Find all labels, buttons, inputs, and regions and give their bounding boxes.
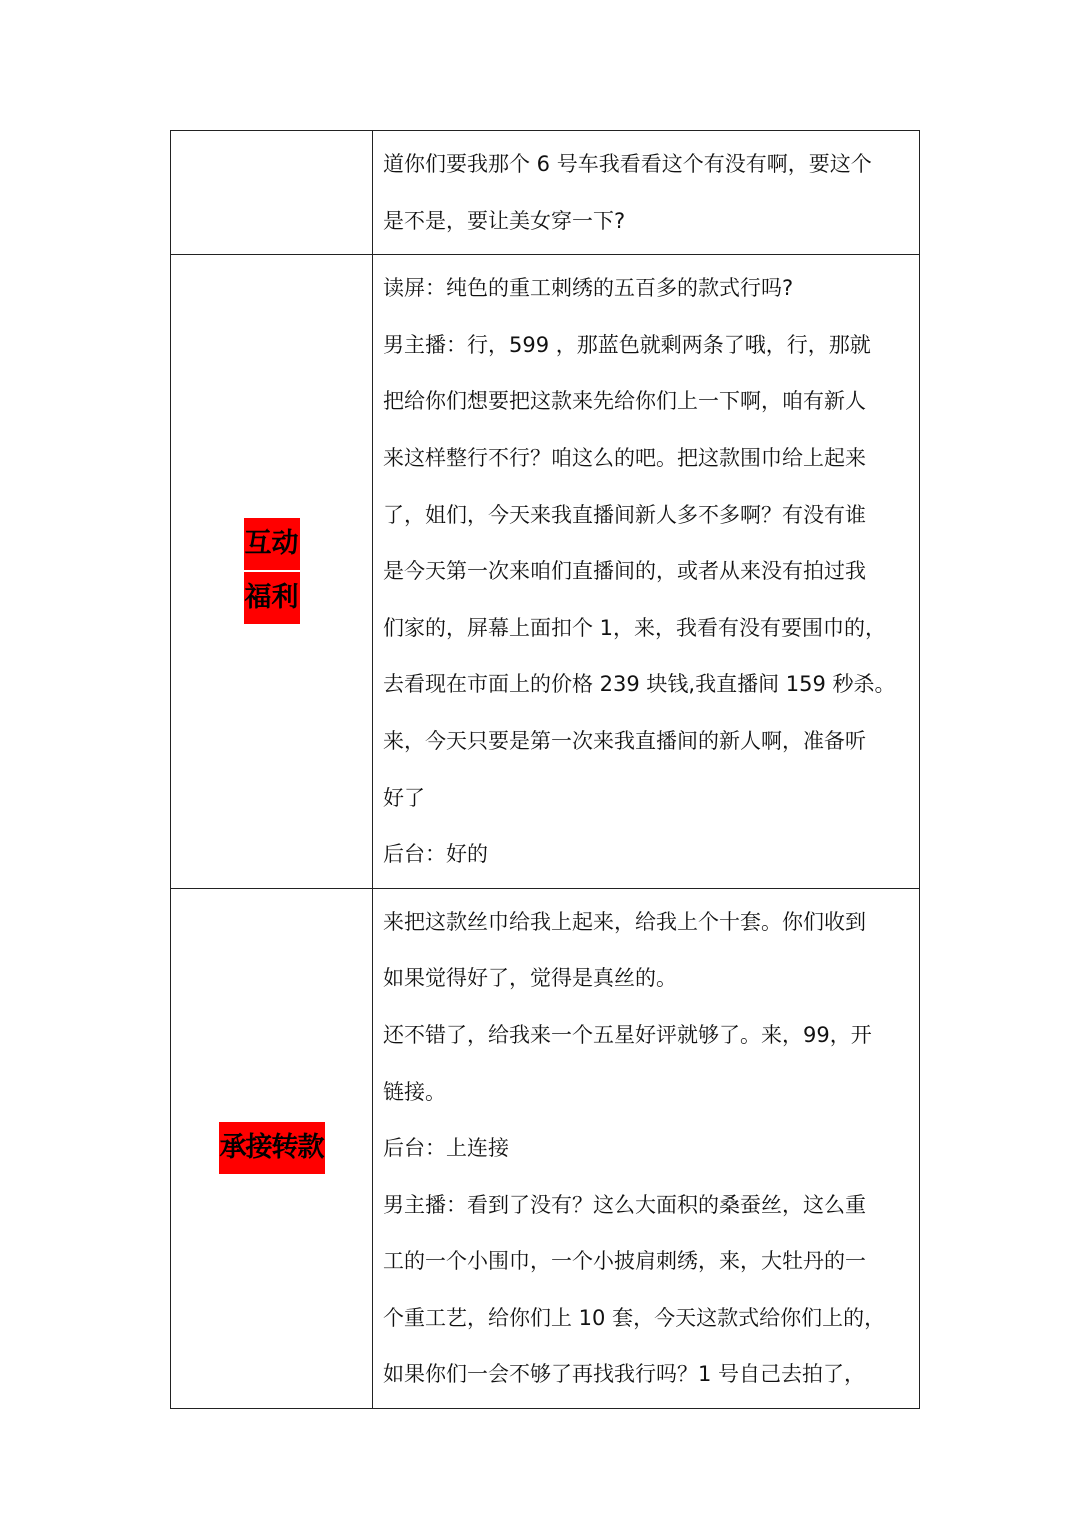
script-line: 如果觉得好了，觉得是真丝的。 xyxy=(383,966,677,991)
script-line: 好了 xyxy=(383,785,425,810)
table-row xyxy=(171,131,920,255)
script-line: 来把这款丝巾给我上起来，给我上个十套。你们收到 xyxy=(383,909,866,934)
script-line: 是不是，要让美女穿一下? xyxy=(383,208,626,233)
section-label-transition xyxy=(219,1120,325,1176)
script-line: 后台：好的 xyxy=(383,842,488,867)
script-line: 工的一个小围巾，一个小披肩刺绣，来，大牡丹的一 xyxy=(383,1249,866,1274)
script-content-cell xyxy=(373,888,920,1408)
section-label-tag: 互动 xyxy=(244,518,300,570)
section-label-interaction-benefit xyxy=(244,516,300,626)
script-line: 个重工艺，给你们上 10 套，今天这款式给你们上的， xyxy=(383,1305,886,1330)
table-row xyxy=(171,255,920,889)
script-line: 道你们要我那个 6 号车我看看这个有没有啊，要这个 xyxy=(383,152,872,176)
section-label-tag: 承接转款 xyxy=(219,1122,325,1174)
section-label-tag: 福利 xyxy=(244,572,300,624)
script-line: 来，今天只要是第一次来我直播间的新人啊，准备听 xyxy=(383,728,866,753)
table-row xyxy=(171,888,920,1408)
script-line: 链接。 xyxy=(383,1079,446,1104)
script-table xyxy=(170,130,920,1409)
script-line: 读屏：纯色的重工刺绣的五百多的款式行吗? xyxy=(383,276,794,301)
section-label-cell xyxy=(171,131,373,255)
section-label-cell xyxy=(171,888,373,1408)
script-content-cell xyxy=(373,255,920,889)
script-line: 了，姐们，今天来我直播间新人多不多啊？有没有谁 xyxy=(383,502,866,527)
script-line: 后台：上连接 xyxy=(383,1136,509,1161)
script-line: 还不错了，给我来一个五星好评就够了。来，99，开 xyxy=(383,1022,872,1047)
script-content-cell xyxy=(373,131,920,255)
script-line: 来这样整行不行？咱这么的吧。把这款围巾给上起来 xyxy=(383,445,866,470)
script-line: 把给你们想要把这款来先给你们上一下啊，咱有新人 xyxy=(383,389,866,414)
script-line: 们家的，屏幕上面扣个 1，来，我看有没有要围巾的， xyxy=(383,615,887,640)
section-label-cell xyxy=(171,255,373,889)
script-line: 男主播：看到了没有？这么大面积的桑蚕丝，这么重 xyxy=(383,1192,866,1217)
script-line: 男主播：行，599 ，那蓝色就剩两条了哦，行，那就 xyxy=(383,332,871,357)
script-line: 去看现在市面上的价格 239 块钱,我直播间 159 秒杀。 xyxy=(383,672,896,697)
script-line: 如果你们一会不够了再找我行吗？1 号自己去拍了， xyxy=(383,1362,866,1387)
script-line: 是今天第一次来咱们直播间的，或者从来没有拍过我 xyxy=(383,559,866,584)
